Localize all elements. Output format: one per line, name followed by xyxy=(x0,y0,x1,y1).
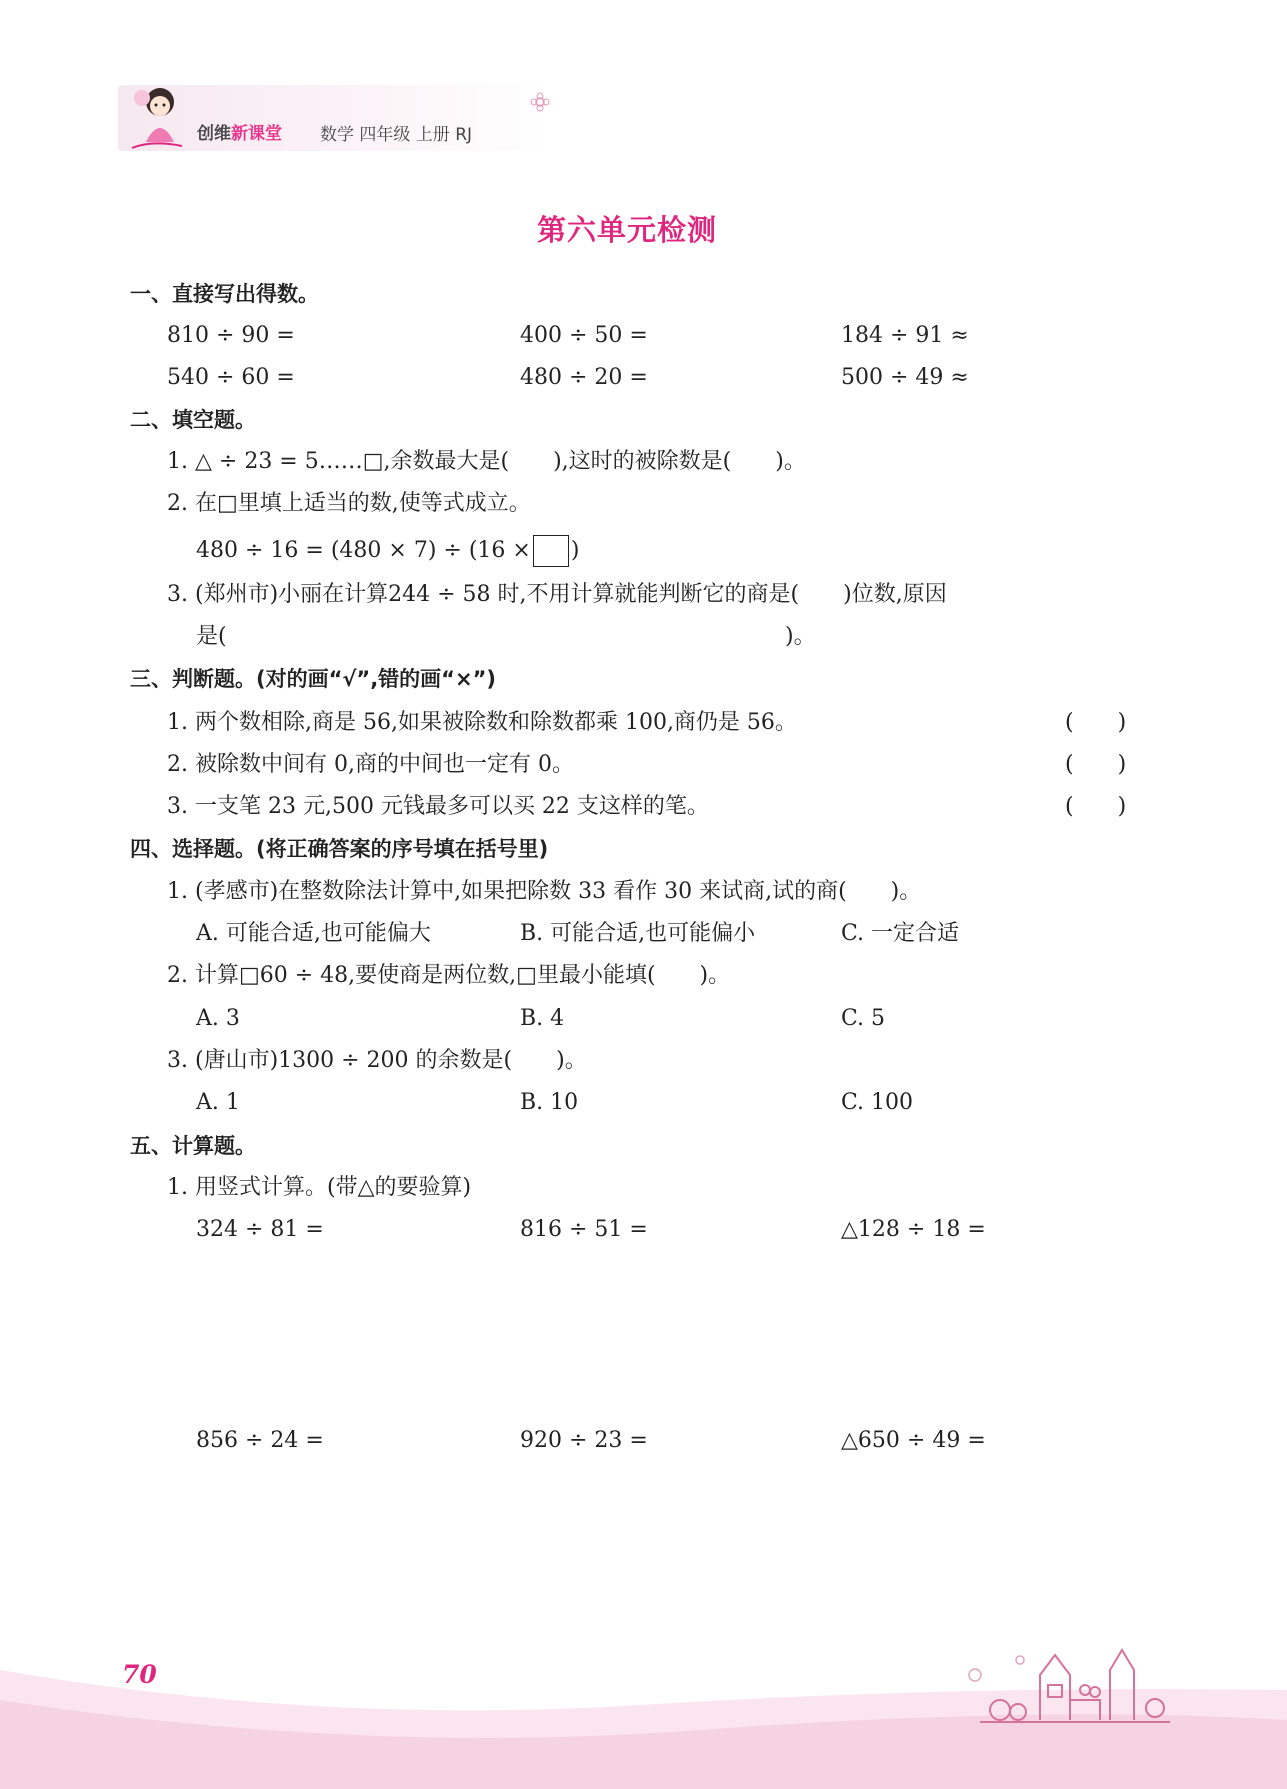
problem: 184 ÷ 91 ≈ xyxy=(841,323,969,348)
problem: △128 ÷ 18 = xyxy=(841,1217,986,1242)
section-heading-direct-answers: 一、直接写出得数。 xyxy=(130,282,319,306)
choice-option[interactable]: C. 100 xyxy=(841,1090,914,1115)
section-heading-calculation: 五、计算题。 xyxy=(130,1134,256,1158)
answer-paren[interactable]: ( ) xyxy=(1065,794,1127,819)
question-text: 1. △ ÷ 23 = 5……□,余数最大是( ),这时的被除数是( )。 xyxy=(167,449,806,474)
choice-option[interactable]: B. 10 xyxy=(520,1090,579,1115)
answer-paren[interactable]: ( ) xyxy=(1065,752,1127,777)
choice-option[interactable]: C. 一定合适 xyxy=(841,921,960,946)
question-text: 是( xyxy=(196,624,227,649)
cartoon-girl-icon xyxy=(122,80,192,152)
brand-name: 创维新课堂 xyxy=(197,124,282,144)
question-text: 1. 用竖式计算。(带△的要验算) xyxy=(167,1175,472,1200)
question-text: 2. 在□里填上适当的数,使等式成立。 xyxy=(167,491,531,516)
choice-option[interactable]: B. 4 xyxy=(520,1006,565,1031)
section-heading-true-false: 三、判断题。(对的画“√”,错的画“×”) xyxy=(130,667,496,691)
castle-illustration-icon xyxy=(960,1630,1180,1740)
choice-option[interactable]: B. 可能合适,也可能偏小 xyxy=(520,921,756,946)
problem: 400 ÷ 50 = xyxy=(520,323,648,348)
question-text: 3. (唐山市)1300 ÷ 200 的余数是( )。 xyxy=(167,1048,587,1073)
answer-paren[interactable]: ( ) xyxy=(1065,710,1127,735)
choice-option[interactable]: A. 可能合适,也可能偏大 xyxy=(196,921,431,946)
problem: 480 ÷ 20 = xyxy=(520,365,648,390)
question-text: )。 xyxy=(785,624,816,649)
section-heading-fill-blanks: 二、填空题。 xyxy=(130,408,256,432)
problem: 856 ÷ 24 = xyxy=(196,1428,324,1453)
question-text: 1. (孝感市)在整数除法计算中,如果把除数 33 看作 30 来试商,试的商( )。 xyxy=(167,879,922,904)
choice-option[interactable]: A. 3 xyxy=(196,1006,240,1031)
flower-icon xyxy=(530,92,550,112)
section-heading-multiple-choice: 四、选择题。(将正确答案的序号填在括号里) xyxy=(130,837,549,861)
problem: 810 ÷ 90 = xyxy=(167,323,295,348)
problem: 324 ÷ 81 = xyxy=(196,1217,324,1242)
equation: 480 ÷ 16 = (480 × 7) ÷ (16 × ) xyxy=(196,535,579,567)
question-text: 2. 计算□60 ÷ 48,要使商是两位数,□里最小能填( )。 xyxy=(167,963,731,988)
choice-option[interactable]: A. 1 xyxy=(196,1090,240,1115)
problem: 816 ÷ 51 = xyxy=(520,1217,648,1242)
question-text: 2. 被除数中间有 0,商的中间也一定有 0。 xyxy=(167,752,574,777)
question-text: 3. (郑州市)小丽在计算244 ÷ 58 时,不用计算就能判断它的商是( )位数,原因 xyxy=(167,582,947,607)
problem: △650 ÷ 49 = xyxy=(841,1428,986,1453)
question-text: 1. 两个数相除,商是 56,如果被除数和除数都乘 100,商仍是 56。 xyxy=(167,710,797,735)
page-title: 第六单元检测 xyxy=(537,213,718,247)
book-subtitle: 数学 四年级 上册 RJ xyxy=(320,125,473,145)
choice-option[interactable]: C. 5 xyxy=(841,1006,886,1031)
question-text: 3. 一支笔 23 元,500 元钱最多可以买 22 支这样的笔。 xyxy=(167,794,709,819)
problem: 920 ÷ 23 = xyxy=(520,1428,648,1453)
problem: 500 ÷ 49 ≈ xyxy=(841,365,969,390)
problem: 540 ÷ 60 = xyxy=(167,365,295,390)
answer-box[interactable] xyxy=(533,535,569,567)
page-number: 70 xyxy=(122,1660,157,1689)
